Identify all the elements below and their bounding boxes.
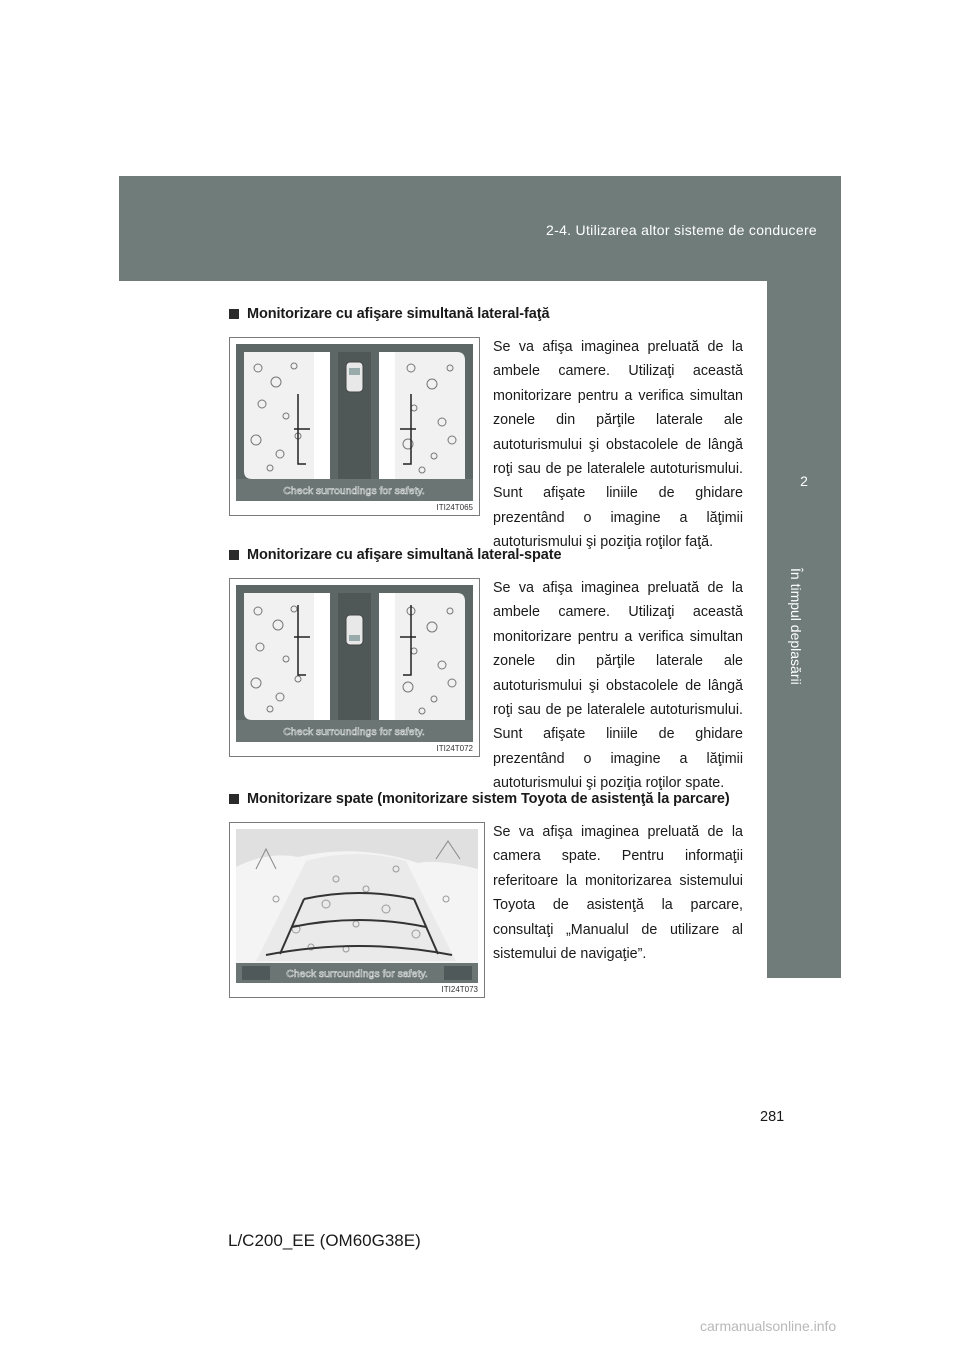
section-title: Monitorizare cu afişare simultană lateral-spate [229, 547, 759, 563]
svg-text:Check surroundings for safety.: Check surroundings for safety. [286, 968, 428, 980]
side-rear-screen [236, 585, 473, 742]
rear-view-illustration [236, 829, 478, 983]
header-band [119, 176, 841, 281]
section-side-rear [229, 547, 759, 792]
split-view-illustration [236, 344, 473, 501]
section-text: Se va afişa imaginea preluată de la ambele camere. Utilizaţi această monitorizare pentru a verifica simultan zonele din părţile laterale ale autoturismului şi obstacolele de lângă roţi sau de pe lateralele autoturismului. Sunt afişate liniile de ghidare prezentând o imagine a lăţimii autoturismului şi poziţia roţilor faţă. [493, 339, 743, 551]
figure-id: ITI24T065 [436, 503, 473, 512]
camera-figure [229, 578, 480, 757]
watermark: carmanualsonline.info [700, 1318, 837, 1334]
page-number: 281 [760, 1109, 785, 1125]
split-view-illustration [236, 585, 473, 742]
square-bullet-icon [229, 794, 239, 804]
square-bullet-icon [229, 309, 239, 319]
section-rear [229, 791, 759, 994]
svg-text:Check surroundings for safety.: Check surroundings for safety. [283, 726, 425, 738]
chapter-number: 2 [800, 473, 808, 489]
camera-figure [229, 337, 480, 516]
chapter-title: 2-4. Utilizarea altor sisteme de conducere [546, 222, 817, 238]
side-tab [767, 281, 841, 978]
figure-id: ITI24T073 [441, 985, 478, 994]
chapter-label: În timpul deplasării [788, 568, 804, 685]
section-title: Monitorizare spate (monitorizare sistem Toyota de asistenţă la parcare) [229, 791, 759, 807]
camera-figure [229, 822, 485, 998]
section-side-front [229, 306, 759, 551]
figure-id: ITI24T072 [436, 744, 473, 753]
square-bullet-icon [229, 550, 239, 560]
rear-view-screen [236, 829, 478, 983]
section-text: Se va afişa imaginea preluată de la camera spate. Pentru informaţii referitoare la monitorizarea sistemului Toyota de asistenţă la parcare, consultaţi „Manualul de utilizare al sistemului de navigaţie”. [493, 824, 743, 963]
section-text: Se va afişa imaginea preluată de la ambele camere. Utilizaţi această monitorizare pentru a verifica simultan zonele din părţile laterale ale autoturismului şi obstacolele de lângă roţi sau de pe lateralele autoturismului. Sunt afişate liniile de ghidare prezentând o imagine a lăţimii autoturismului şi poziţia roţilor spate. [493, 580, 743, 792]
section-title: Monitorizare cu afişare simultană lateral-faţă [229, 306, 759, 322]
document-code: L/C200_EE (OM60G38E) [228, 1231, 421, 1250]
svg-text:Check surroundings for safety.: Check surroundings for safety. [283, 485, 425, 497]
side-front-screen [236, 344, 473, 501]
